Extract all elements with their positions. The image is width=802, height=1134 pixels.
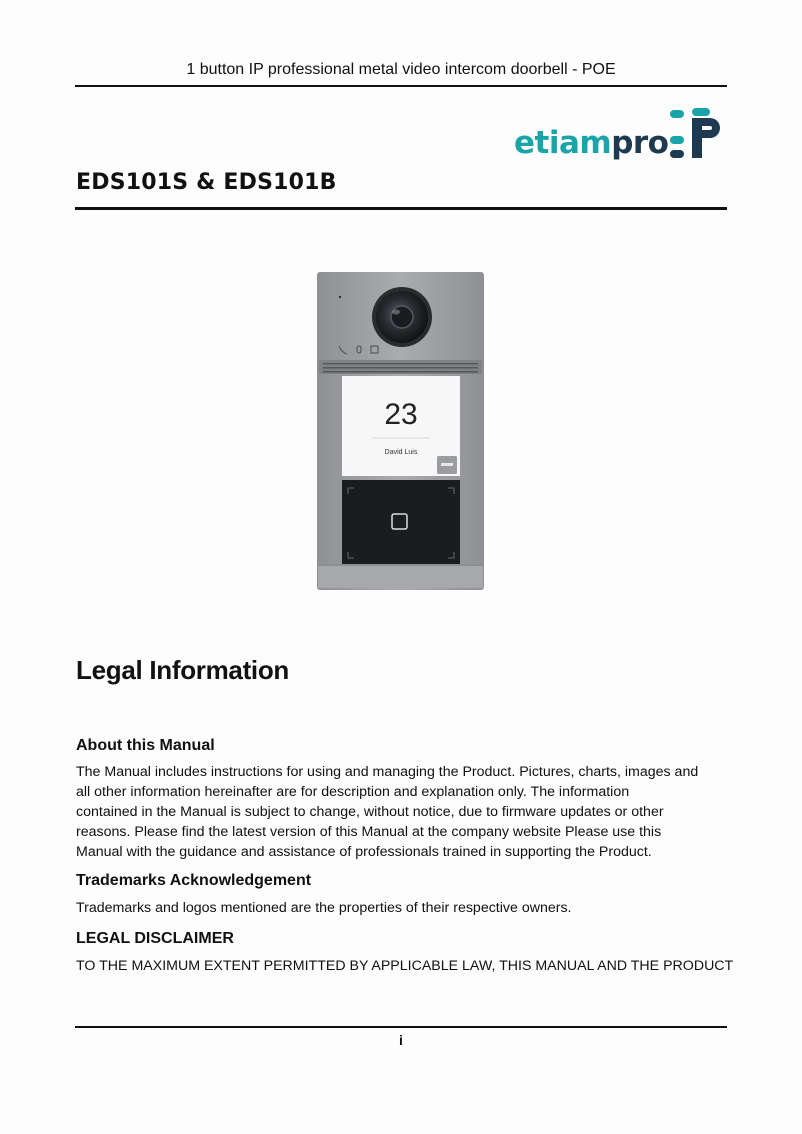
display-number: 23 [384, 398, 418, 431]
running-header: 1 button IP professional metal video intercom doorbell - POE [186, 61, 616, 78]
text-line: all other information hereinafter are for description and explanation only. The information [76, 784, 630, 800]
footer-rule [75, 1026, 727, 1028]
text-line: TO THE MAXIMUM EXTENT PERMITTED BY APPLICABLE LAW, THIS MANUAL AND THE PRODUCT [76, 958, 734, 974]
logo-ip-mark-icon [664, 104, 728, 166]
section-title-about: About this Manual [76, 737, 215, 754]
logo-wordmark [514, 125, 669, 161]
intercom-device-image [317, 272, 484, 590]
text-line: contained in the Manual is subject to change, without notice, due to firmware updates or other [76, 804, 664, 820]
logo-wordmark-part1: etiam [514, 125, 612, 161]
text-line: Manual with the guidance and assistance of professionals trained in supporting the Product. [76, 844, 652, 860]
section-body-trademarks [76, 898, 736, 918]
header-rule [75, 85, 727, 87]
title-rule [75, 207, 727, 210]
section-body-disclaimer [76, 956, 736, 976]
text-line: The Manual includes instructions for using and managing the Product. Pictures, charts, images and [76, 764, 699, 780]
text-line: Trademarks and logos mentioned are the properties of their respective owners. [76, 900, 572, 916]
document-title: EDS101S & EDS101B [76, 170, 337, 195]
display-name: David Luis [384, 449, 418, 456]
logo-wordmark-part2: pro [611, 125, 669, 161]
page-number: i [399, 1032, 403, 1048]
section-body-about [76, 762, 736, 862]
section-title-disclaimer: LEGAL DISCLAIMER [76, 930, 234, 947]
text-line: reasons. Please find the latest version of this Manual at the company website Please use this [76, 824, 662, 840]
section-title-trademarks: Trademarks Acknowledgement [76, 872, 312, 889]
etiampro-logo [514, 104, 728, 166]
legal-heading: Legal Information [76, 655, 290, 685]
